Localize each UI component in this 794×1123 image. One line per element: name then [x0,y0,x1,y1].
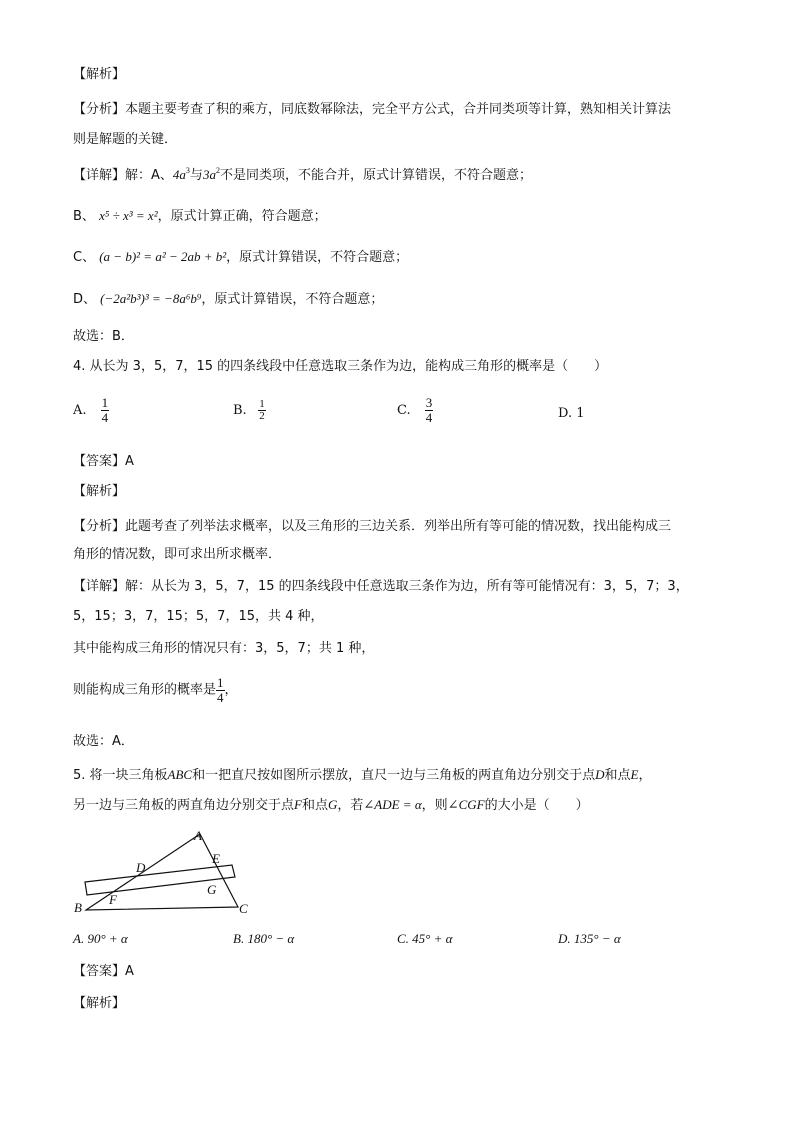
q5-option-a: A. 90° + α [73,931,128,946]
expr-b: x⁵ ÷ x³ = x² [99,208,158,223]
xiangjie-q4-line4: 则能构成三角形的概率是 $\frac{1}{4}$ ， [73,675,238,705]
q4-b-denominator: 2 [259,410,265,422]
option-a-tail: 不是同类项，不能合并，原式计算错误，不符合题意； [219,168,532,183]
q5-option-d: D. 135° − α [558,931,621,946]
angle-ade: ∠ADE = α [363,797,422,812]
xiangjie-q3-c [73,248,408,267]
xiangjie-q4-line1: 【详解】解：从长为 3，5，7，15 的四条线段中任意选取三条作为边，所有等可能情况有：3，5，7；3， [73,579,689,594]
q4-option-d: D. 1 [558,406,585,421]
expr-d: (−2a²b³)³ = −8a⁶b⁹ [100,291,202,306]
option-b-tail: ，原式计算正确，符合题意； [157,209,327,224]
q4-option-c: C. $\frac{3}{4}$ [397,395,433,425]
label-d: D [136,860,146,875]
xiangjie-q3-b [73,207,327,226]
triangle-abc-label: ABC [167,767,193,782]
xiangjie-q4-line2: 5，15；3，7，15；5，7，15，共 4 种， [73,609,324,624]
q4-b-numerator: 1 [259,398,265,410]
label-a: A [194,828,202,843]
fenxi-q4-line2: 角形的情况数，即可求出所求概率． [73,547,282,562]
label-g: G [207,882,217,897]
fenxi-text-1: 本题主要考查了积的乘方，同底数幂除法，完全平方公式，合并同类项等计算，熟知相关计算法 [125,102,672,117]
q4-a-numerator: 1 [101,395,109,410]
xiangjie-label: 【详解】 [73,168,126,183]
question-4-stem: 4. 从长为 3，5，7，15 的四条线段中任意选取三条作为边，能构成三角形的概率是（ ） [73,359,608,374]
label-e: E [212,851,220,866]
fenxi-q3-line1 [73,101,671,119]
word-yu: 与 [189,168,203,183]
angle-cgf: ∠CGF [447,797,485,812]
jiexi-heading-q4: 【解析】 [73,484,126,499]
option-a-prefix: 解：A、 [125,168,173,183]
q4-a-denominator: 4 [101,410,109,425]
option-d-prefix: D、 [73,292,97,307]
prob-fraction: $\frac{1}{4}$ [217,675,224,705]
xiangjie-q3-a [73,166,532,185]
q5-option-b: B. 180° − α [233,931,295,946]
question-5-stem-line1: 5. 将一块三角板ABC和一把直尺按如图所示摆放，直尺一边与三角板的两直角边分别交于点D和点E， [73,767,652,783]
q4-c-denominator: 4 [425,410,433,425]
term-3a2: $3a^2$ [202,166,220,182]
q4-answer: 【答案】A [73,454,134,469]
q5-answer: 【答案】A [73,964,134,979]
triangle-ruler-figure [72,828,272,920]
option-d-tail: ，原式计算错误，不符合题意； [201,292,384,307]
option-c-tail: ，原式计算错误，不符合题意； [226,250,409,265]
expr-c: (a − b)² = a² − 2ab + b² [99,249,227,264]
option-c-prefix: C、 [73,250,96,265]
prob-text: 则能构成三角形的概率是 [73,682,217,698]
term-4a3: $4a^3$ [172,166,190,182]
fenxi-q3-line2: 则是解题的关键． [73,132,178,147]
question-5-stem-line2: 另一边与三角板的两直角边分别交于点F和点G，若∠ADE = α，则∠CGF的大小是（ ） [73,797,589,813]
jiexi-heading-q5: 【解析】 [73,996,126,1011]
q4-option-a: A. $\frac{1}{4}$ [73,395,109,425]
label-b: B [74,900,82,915]
label-c: C [239,901,248,916]
guxuan-q3: 故选：B． [73,329,134,344]
fenxi-label: 【分析】 [73,102,126,117]
fenxi-q4-line1: 【分析】此题考查了列举法求概率，以及三角形的三边关系．列举出所有等可能的情况数，找出能构成三 [73,519,672,534]
xiangjie-q3-d [73,290,383,309]
option-b-prefix: B、 [73,209,95,224]
q5-option-c: C. 45° + α [397,931,453,946]
xiangjie-q4-line3: 其中能构成三角形的情况只有：3，5，7；共 1 种， [73,641,375,656]
q4-option-b: B. $\frac{1}{2}$ [233,398,265,422]
q4-c-numerator: 3 [425,395,433,410]
label-f: F [109,892,117,907]
jiexi-heading-q3: 【解析】 [73,67,126,82]
guxuan-q4: 故选：A． [73,734,134,749]
